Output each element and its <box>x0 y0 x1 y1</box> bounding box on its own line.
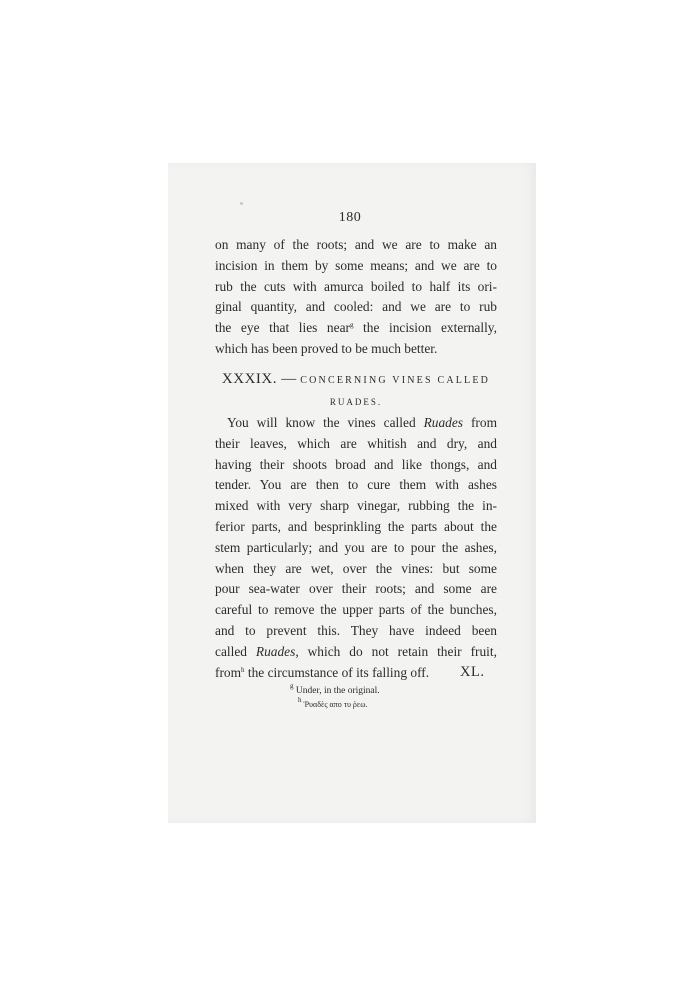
paragraph-2 <box>215 413 497 683</box>
text-fragment: which do not retain their fruit, <box>298 643 497 659</box>
paper-speck <box>240 202 243 205</box>
footnote-mark: h <box>298 696 302 704</box>
text-line: having their shoots broad and like thongs, and <box>215 456 497 472</box>
paragraph-1 <box>215 235 497 360</box>
text-line: mixed with very sharp vinegar, rubbing the in- <box>215 498 497 514</box>
footnote-h <box>290 698 380 712</box>
text-fragment: the eye that lies near <box>215 320 350 336</box>
text-line <box>215 318 497 339</box>
text-line: ginal quantity, and cooled: and we are to rub <box>215 299 497 315</box>
italic-term: Ruades, <box>255 643 299 659</box>
text-fragment: You will know the vines called <box>227 415 424 430</box>
italic-term: Ruades <box>423 415 464 430</box>
section-title-part-2: RUADES. <box>329 397 383 407</box>
text-line: when they are wet, over the vines: but some <box>215 560 497 576</box>
text-fragment: from <box>463 415 497 430</box>
footnote-text: Ῥυαδὲς απο τυ ῥεω. <box>303 700 368 709</box>
text-line: pour sea-water over their roots; and some are <box>215 581 497 597</box>
footnote-mark: g <box>290 682 294 690</box>
text-line: which has been proved to be much better. <box>215 340 438 356</box>
text-line: stem particularly; and you are to pour the ashes, <box>215 539 497 555</box>
text-line: their leaves, which are whitish and dry, and <box>215 435 497 451</box>
text-line: tender. You are then to cure them with ashes <box>215 477 497 493</box>
footnote-g <box>290 684 380 698</box>
section-heading <box>215 370 497 411</box>
text-fragment: from <box>215 664 242 680</box>
text-fragment: the circumstance of its falling off. <box>244 664 430 680</box>
text-fragment: called <box>215 643 256 659</box>
text-line <box>215 413 497 434</box>
text-line: rub the cuts with amurca boiled to half its ori- <box>215 278 497 294</box>
footnotes <box>290 684 380 712</box>
section-numeral: XXXIX. — <box>221 371 297 387</box>
text-line: careful to remove the upper parts of the bunches, <box>215 602 497 618</box>
page-number: 180 <box>338 210 362 225</box>
section-title-part-1: CONCERNING VINES CALLED <box>300 375 491 386</box>
footnote-text: Under, in the original. <box>295 686 380 696</box>
text-line <box>215 642 497 663</box>
footnote-marker: g <box>349 321 354 330</box>
text-line: ferior parts, and besprinkling the parts about the <box>215 518 497 534</box>
footnote-marker: h <box>241 665 245 674</box>
text-line: incision in them by some means; and we are to <box>215 257 497 273</box>
text-line: on many of the roots; and we are to make an <box>215 237 497 252</box>
text-line <box>215 663 497 684</box>
text-line: and to prevent this. They have indeed been <box>215 622 497 638</box>
catchword: XL. <box>460 664 485 680</box>
text-fragment: the incision externally, <box>353 320 497 336</box>
